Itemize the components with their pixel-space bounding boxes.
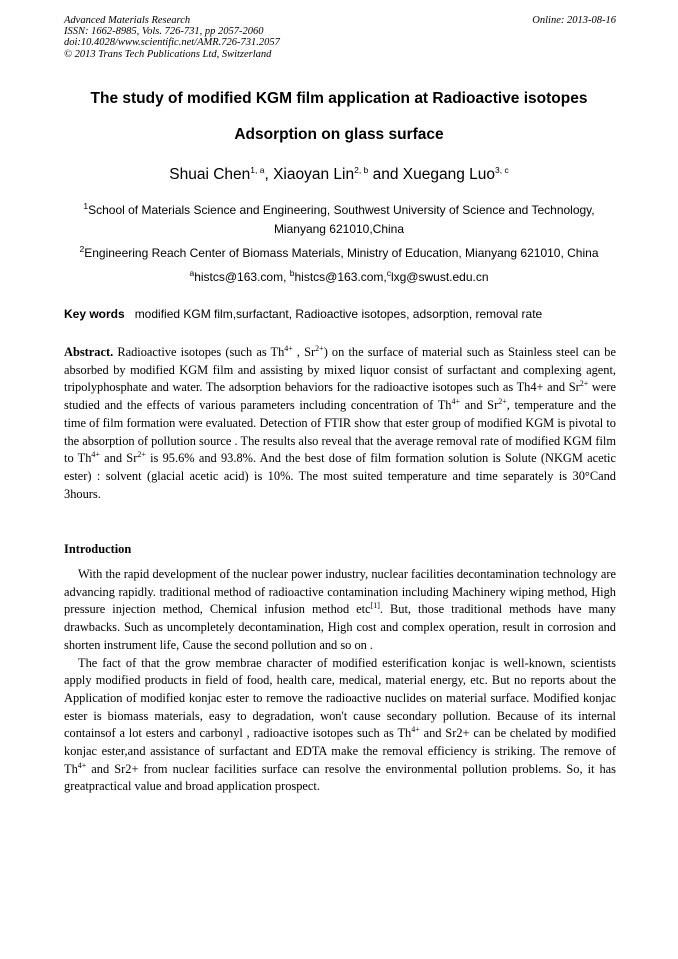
superscript: 4+	[77, 760, 87, 770]
intro-paragraph-1	[64, 566, 616, 655]
abstract-text: and Sr	[459, 398, 499, 413]
abstract-text: and Sr	[99, 451, 138, 466]
author-affil-sup: 1, a	[250, 164, 265, 175]
email-b: histcs@163.com,	[294, 270, 387, 284]
author-and: and	[368, 166, 403, 183]
email-sup: b	[289, 268, 295, 278]
affiliation-1	[40, 201, 638, 239]
keywords-label: Key words	[64, 307, 125, 321]
keywords-text: modified KGM film,surfactant, Radioactive isotopes, adsorption, removal rate	[134, 307, 543, 321]
author-list	[40, 166, 638, 184]
intro-text: and Sr2+ can be chelated by modified konjac ester,and assistance of surfactant and EDTA make the removal efficiency is striking. The remove of Th	[64, 726, 616, 776]
affil-sup: 2	[79, 244, 85, 254]
abstract-text: Radioactive isotopes (such as Th	[113, 345, 285, 359]
section-heading-introduction: Introduction	[64, 542, 132, 556]
intro-text: The fact of that the grow membrae character of modified esterification konjac is well-known, scientists apply modified products in field of food, health care, medical, material energy, etc. But no reports about the Application of modified konjac ester to remove the radioactive nuclides on material surface. Modified konjac ester is biomass materials, easy to degradation, won't cause secondary pollution. Because of its internal containsof a lot esters and carbonyl , radioactive isotopes such as Th	[64, 655, 616, 741]
abstract-text: were studied and the effects of various parameters including concentration of Th	[64, 380, 616, 413]
citation-ref: [1]	[370, 601, 380, 611]
affiliation-2-text: Engineering Reach Center of Biomass Materials, Ministry of Education, Mianyang 621010, China	[84, 246, 599, 260]
author-affil-sup: 2, b	[354, 164, 369, 175]
journal-header	[64, 15, 616, 60]
abstract-text: ) on the surface of material such as Stainless steel can be absorbed by modified KGM film and assisting by mixed liquor consist of surfactant and complexing agent, tripolyphosphate and water. The adsorption behaviors for the radioactive isotopes such as Th4+ and Sr	[64, 345, 616, 395]
journal-doi: doi:10.4028/www.scientific.net/AMR.726-731.2057	[64, 37, 280, 49]
superscript: 4+	[284, 343, 293, 353]
intro-text: With the rapid development of the nuclear power industry, nuclear facilities decontamination technology are advancing rapidly. traditional method of radioactive contamination including Machinery wiping method, High pressure injection method, Chemical infusion method etc	[64, 567, 616, 617]
intro-text: . But, those traditional methods have many drawbacks. Such as uncompletely decontamination, High cost and complex operation, result in corrosion and shorten instrument life, Cause the second pollution and so on .	[64, 602, 616, 652]
email-sup: a	[189, 268, 195, 278]
email-sup: c	[386, 268, 391, 278]
affiliation-2	[40, 244, 638, 263]
superscript: 4+	[91, 450, 100, 460]
email-c: lxg@swust.edu.cn	[390, 270, 489, 284]
author-name: Xuegang Luo	[402, 166, 496, 183]
online-date: Online: 2013-08-16	[532, 15, 616, 26]
superscript: 2+	[579, 379, 589, 389]
keywords	[64, 307, 616, 321]
journal-copyright: © 2013 Trans Tech Publications Ltd, Switzerland	[64, 48, 272, 60]
abstract-text: , temperature and the time of film formation were evaluated. Detection of FTIR show that ester group of modified KGM is pivotal to the absorption of pollution source . The results also reveal that the average removal rate of modified KGM film to Th	[64, 398, 616, 466]
affiliation-1-line-2: Mianyang 621010,China	[273, 222, 405, 236]
author-affil-sup: 3, c	[495, 164, 509, 175]
journal-issn: ISSN: 1662-8985, Vols. 726-731, pp 2057-2060	[64, 26, 264, 38]
paper-title-line-1: The study of modified KGM film application at Radioactive isotopes	[90, 90, 588, 107]
abstract-label: Abstract.	[64, 345, 114, 359]
abstract-text: is 95.6% and 93.8%. And the best dose of film formation solution is Solute (NKGM acetic ester) : solvent (glacial acetic acid) is 10%. The most suited temperature and time separately is 30°Cand 3hours.	[64, 451, 616, 501]
superscript: 2+	[137, 450, 146, 460]
affil-sup: 1	[83, 201, 89, 211]
author-separator: ,	[264, 166, 274, 183]
superscript: 2+	[315, 343, 324, 353]
intro-paragraph-2	[64, 655, 616, 797]
introduction-body	[64, 566, 616, 796]
abstract	[64, 344, 616, 503]
paper-title-line-2: Adsorption on glass surface	[234, 126, 444, 143]
affiliation-1-line-1: School of Materials Science and Engineering, Southwest University of Science and Technology,	[88, 203, 595, 217]
superscript: 2+	[498, 396, 507, 406]
superscript: 4+	[451, 396, 460, 406]
email-list	[40, 268, 638, 287]
superscript: 4+	[411, 725, 420, 735]
email-a: histcs@163.com,	[194, 270, 290, 284]
intro-text: and Sr2+ from nuclear facilities surface can resolve the environmental pollution problems. So, it has greatpractical value and broad application prospect.	[64, 761, 616, 794]
abstract-text: , Sr	[292, 345, 316, 359]
author-name: Shuai Chen	[169, 166, 251, 183]
author-name: Xiaoyan Lin	[273, 166, 355, 183]
journal-name: Advanced Materials Research	[64, 15, 191, 26]
